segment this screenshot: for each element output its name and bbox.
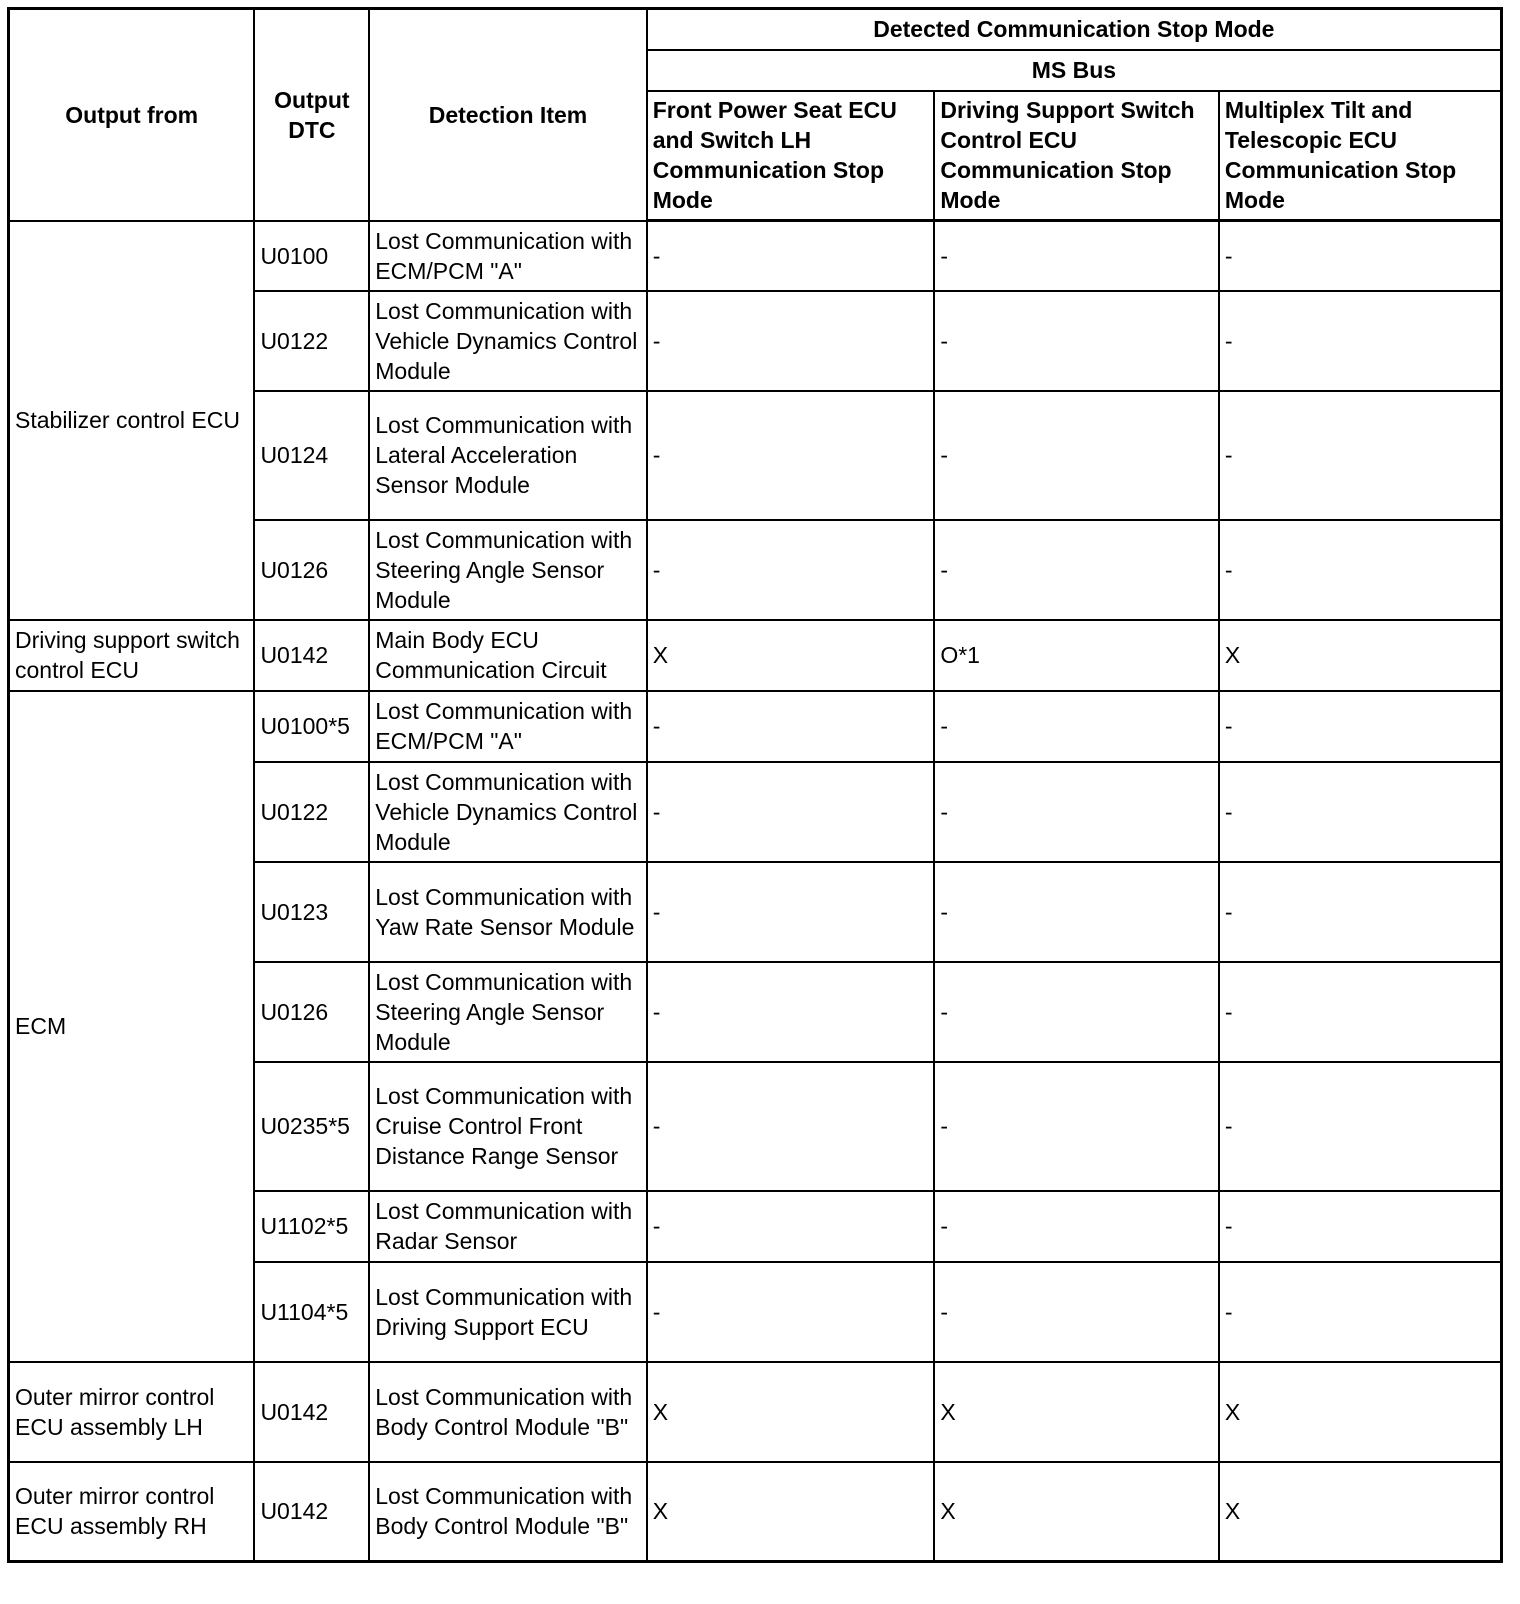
driving-support-mode-cell: -: [934, 1262, 1219, 1362]
dtc-code-cell: U0122: [254, 291, 369, 391]
front-power-seat-mode-cell: -: [647, 862, 935, 962]
detection-item-cell: Lost Communication with Driving Support ECU: [369, 1262, 646, 1362]
dtc-code-cell: U1102*5: [254, 1191, 369, 1262]
front-power-seat-mode-cell: -: [647, 691, 935, 762]
driving-support-mode-cell: -: [934, 862, 1219, 962]
multiplex-tilt-mode-cell: -: [1219, 221, 1502, 291]
header-col-front-power-seat: Front Power Seat ECU and Switch LH Communication Stop Mode: [647, 91, 935, 221]
front-power-seat-mode-cell: X: [647, 620, 935, 691]
detection-item-cell: Lost Communication with Vehicle Dynamics Control Module: [369, 291, 646, 391]
table-body: [9, 221, 1502, 1562]
output-from-cell: ECM: [9, 691, 255, 1362]
header-output-dtc: Output DTC: [254, 9, 369, 221]
detection-item-cell: Lost Communication with Lateral Acceleration Sensor Module: [369, 391, 646, 520]
driving-support-mode-cell: -: [934, 1191, 1219, 1262]
output-from-cell: Outer mirror control ECU assembly LH: [9, 1362, 255, 1462]
detection-item-cell: Lost Communication with ECM/PCM "A": [369, 691, 646, 762]
multiplex-tilt-mode-cell: -: [1219, 862, 1502, 962]
driving-support-mode-cell: -: [934, 221, 1219, 291]
dtc-code-cell: U0122: [254, 762, 369, 862]
header-detected-mode: Detected Communication Stop Mode: [647, 9, 1502, 50]
multiplex-tilt-mode-cell: X: [1219, 620, 1502, 691]
multiplex-tilt-mode-cell: -: [1219, 1262, 1502, 1362]
dtc-code-cell: U0124: [254, 391, 369, 520]
front-power-seat-mode-cell: X: [647, 1362, 935, 1462]
table-row: [9, 221, 1502, 291]
dtc-code-cell: U0142: [254, 1462, 369, 1562]
table-row: [9, 620, 1502, 691]
header-bus: MS Bus: [647, 50, 1502, 91]
multiplex-tilt-mode-cell: X: [1219, 1462, 1502, 1562]
table-row: [9, 691, 1502, 762]
dtc-code-cell: U0126: [254, 520, 369, 620]
driving-support-mode-cell: -: [934, 691, 1219, 762]
detection-item-cell: Lost Communication with Cruise Control Front Distance Range Sensor: [369, 1062, 646, 1191]
front-power-seat-mode-cell: -: [647, 1262, 935, 1362]
multiplex-tilt-mode-cell: X: [1219, 1362, 1502, 1462]
driving-support-mode-cell: -: [934, 962, 1219, 1062]
header-output-from: Output from: [9, 9, 255, 221]
table-row: [9, 1362, 1502, 1462]
dtc-table: [7, 7, 1503, 1563]
multiplex-tilt-mode-cell: -: [1219, 520, 1502, 620]
dtc-code-cell: U0142: [254, 620, 369, 691]
dtc-code-cell: U0142: [254, 1362, 369, 1462]
front-power-seat-mode-cell: -: [647, 762, 935, 862]
multiplex-tilt-mode-cell: -: [1219, 1062, 1502, 1191]
detection-item-cell: Lost Communication with Radar Sensor: [369, 1191, 646, 1262]
table-header: [9, 9, 1502, 221]
driving-support-mode-cell: -: [934, 391, 1219, 520]
output-from-cell: Driving support switch control ECU: [9, 620, 255, 691]
detection-item-cell: Main Body ECU Communication Circuit: [369, 620, 646, 691]
detection-item-cell: Lost Communication with Yaw Rate Sensor Module: [369, 862, 646, 962]
multiplex-tilt-mode-cell: -: [1219, 962, 1502, 1062]
multiplex-tilt-mode-cell: -: [1219, 762, 1502, 862]
front-power-seat-mode-cell: -: [647, 520, 935, 620]
header-col-multiplex-tilt: Multiplex Tilt and Telescopic ECU Communication Stop Mode: [1219, 91, 1502, 221]
front-power-seat-mode-cell: -: [647, 291, 935, 391]
dtc-code-cell: U0126: [254, 962, 369, 1062]
driving-support-mode-cell: X: [934, 1362, 1219, 1462]
dtc-code-cell: U1104*5: [254, 1262, 369, 1362]
driving-support-mode-cell: -: [934, 291, 1219, 391]
dtc-code-cell: U0235*5: [254, 1062, 369, 1191]
dtc-code-cell: U0123: [254, 862, 369, 962]
multiplex-tilt-mode-cell: -: [1219, 291, 1502, 391]
detection-item-cell: Lost Communication with Vehicle Dynamics Control Module: [369, 762, 646, 862]
dtc-code-cell: U0100*5: [254, 691, 369, 762]
table-row: [9, 1462, 1502, 1562]
driving-support-mode-cell: -: [934, 1062, 1219, 1191]
front-power-seat-mode-cell: -: [647, 1062, 935, 1191]
multiplex-tilt-mode-cell: -: [1219, 691, 1502, 762]
front-power-seat-mode-cell: -: [647, 391, 935, 520]
header-col-driving-support: Driving Support Switch Control ECU Communication Stop Mode: [934, 91, 1219, 221]
output-from-cell: Stabilizer control ECU: [9, 221, 255, 620]
driving-support-mode-cell: -: [934, 762, 1219, 862]
driving-support-mode-cell: O*1: [934, 620, 1219, 691]
front-power-seat-mode-cell: -: [647, 221, 935, 291]
front-power-seat-mode-cell: -: [647, 1191, 935, 1262]
detection-item-cell: Lost Communication with Steering Angle Sensor Module: [369, 962, 646, 1062]
driving-support-mode-cell: -: [934, 520, 1219, 620]
detection-item-cell: Lost Communication with Steering Angle Sensor Module: [369, 520, 646, 620]
driving-support-mode-cell: X: [934, 1462, 1219, 1562]
output-from-cell: Outer mirror control ECU assembly RH: [9, 1462, 255, 1562]
detection-item-cell: Lost Communication with ECM/PCM "A": [369, 221, 646, 291]
detection-item-cell: Lost Communication with Body Control Module "B": [369, 1462, 646, 1562]
header-detection-item: Detection Item: [369, 9, 646, 221]
dtc-code-cell: U0100: [254, 221, 369, 291]
multiplex-tilt-mode-cell: -: [1219, 391, 1502, 520]
multiplex-tilt-mode-cell: -: [1219, 1191, 1502, 1262]
front-power-seat-mode-cell: X: [647, 1462, 935, 1562]
front-power-seat-mode-cell: -: [647, 962, 935, 1062]
detection-item-cell: Lost Communication with Body Control Module "B": [369, 1362, 646, 1462]
